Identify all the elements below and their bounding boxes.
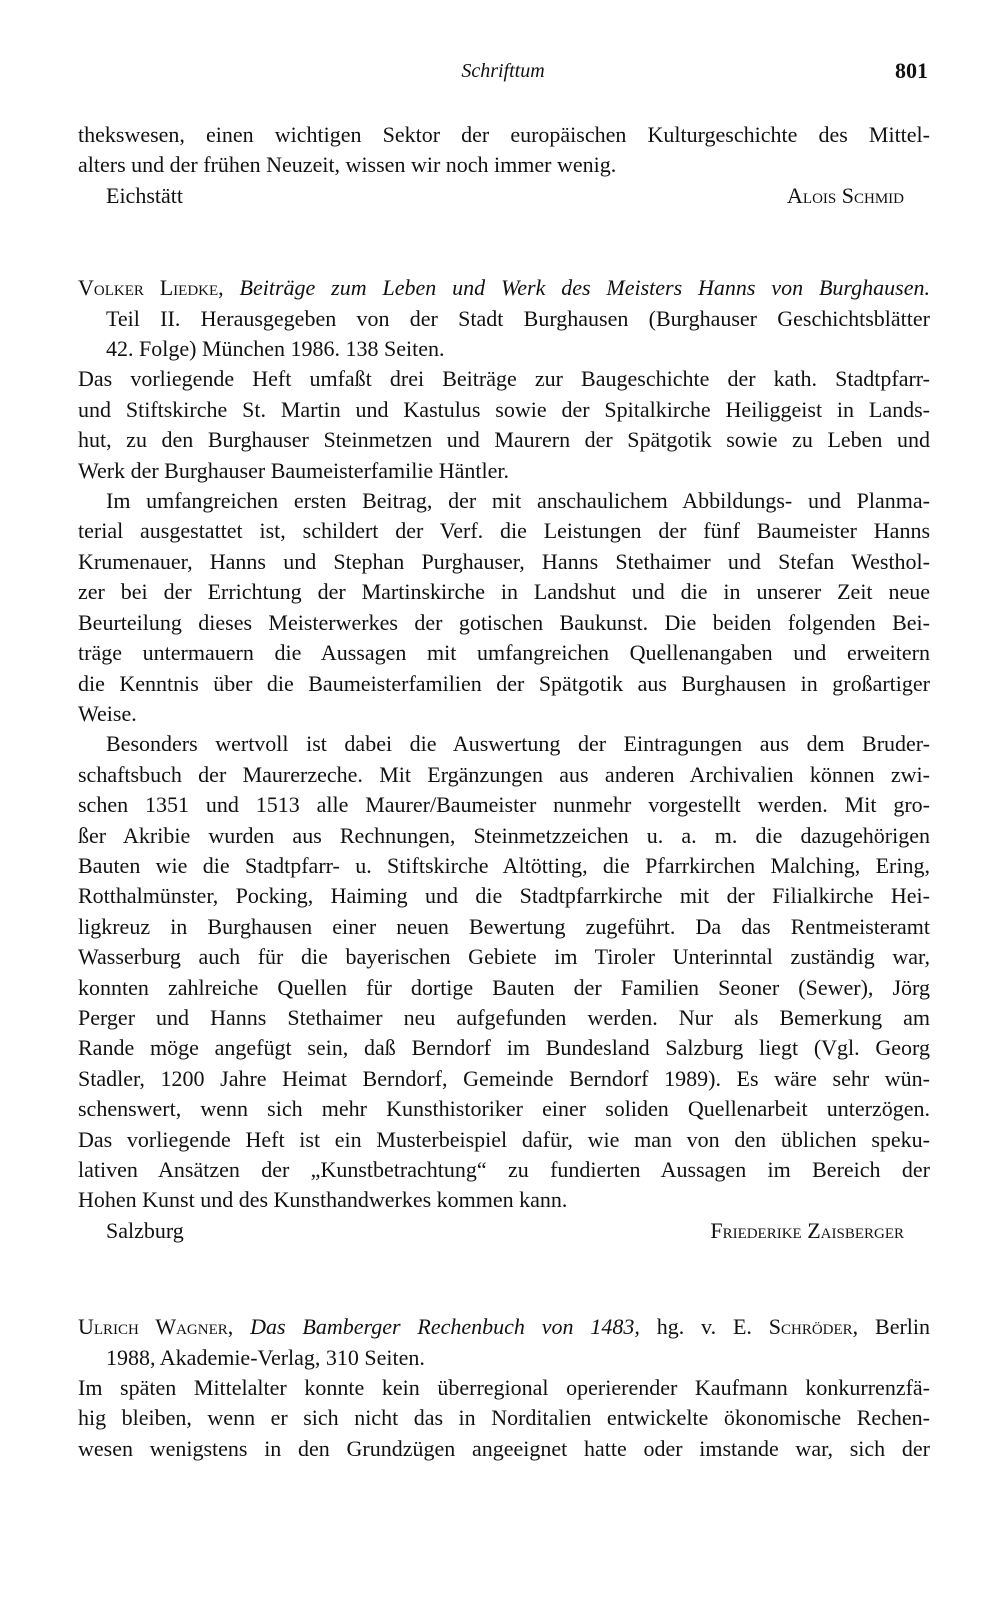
text-line: Rotthalmünster, Pocking, Haiming und die Stadtpfarrkirche mit der Filialkirche Hei- — [78, 883, 930, 909]
review-signature — [78, 181, 930, 211]
book-title: Das Bamberger Rechenbuch von 1483, — [250, 1314, 640, 1340]
text-line: konnten zahlreiche Quellen für dortige Bauten der Familien Seoner (Sewer), Jörg — [78, 974, 930, 1000]
review-signature — [78, 1216, 930, 1246]
text-line: Weise. — [78, 700, 137, 726]
text-line: hig bleiben, wenn er sich nicht das in Norditalien entwickelte ökonomische Rechen- — [78, 1405, 930, 1431]
text-line: träge untermauern die Aussagen mit umfangreichen Quellenangaben und erweitern — [78, 640, 930, 666]
paragraph — [78, 486, 930, 729]
text-line: Das vorliegende Heft ist ein Musterbeispiel dafür, wie man von den üblichen speku- — [78, 1126, 930, 1152]
paragraph — [78, 1373, 930, 1464]
text-line: wesen wenigstens in den Grundzügen angeeignet hatte oder imstande war, sich der — [78, 1435, 930, 1461]
reviewer-name: Alois Schmid — [787, 182, 904, 208]
text-line: die Kenntnis über die Baumeisterfamilien der Spätgotik aus Burghausen in großartiger — [78, 670, 930, 696]
review-1 — [78, 120, 930, 211]
paragraph — [78, 729, 930, 1216]
review-3 — [78, 1312, 930, 1464]
publisher-place: Berlin — [875, 1314, 931, 1340]
text-line: zer bei der Errichtung der Martinskirche in Landshut und die in unserer Zeit neue — [78, 579, 930, 605]
review-2 — [78, 273, 930, 1246]
text-line: Beurteilung dieses Meisterwerkes der gotischen Baukunst. Die beiden folgenden Bei- — [78, 609, 930, 635]
book-author: Ulrich Wagner, — [78, 1314, 234, 1340]
text-line: schaftsbuch der Maurerzeche. Mit Ergänzungen aus anderen Archivalien können zwi- — [78, 761, 930, 787]
review-heading — [78, 273, 930, 303]
page-number: 801 — [895, 58, 928, 83]
text-line: Wasserburg auch für die bayerischen Gebiete im Tiroler Unterinntal zuständig war, — [78, 944, 930, 970]
section-gap — [78, 211, 930, 273]
text-line: Perger und Hanns Stethaimer neu aufgefunden werden. Nur als Bemerkung am — [78, 1004, 930, 1030]
text-line: lativen Ansätzen der „Kunstbetrachtung“ zu fundierten Aussagen im Bereich der — [78, 1157, 930, 1182]
section-gap — [78, 1246, 930, 1312]
page-body — [78, 120, 930, 1464]
text-line: ßer Akribie wurden aus Rechnungen, Steinmetzzeichen u. a. m. die dazugehörigen — [78, 822, 930, 848]
text-line: alters und der frühen Neuzeit, wissen wir noch immer wenig. — [78, 152, 617, 178]
text-line: Im umfangreichen ersten Beitrag, der mit anschaulichem Abbildungs- und Planma- — [106, 488, 930, 514]
text-line: Krumenauer, Hanns und Stephan Purghauser, Hanns Stethaimer und Stefan Westhol- — [78, 548, 930, 574]
text-line: Bauten wie die Stadtpfarr- u. Stiftskirche Altötting, die Pfarrkirchen Malching, Ering, — [78, 852, 930, 878]
text-line: hut, zu den Burghauser Steinmetzen und Maurern der Spätgotik sowie zu Leben und — [78, 427, 930, 453]
text-line: und Stiftskirche St. Martin und Kastulus sowie der Spitalkirche Heiliggeist in Lands- — [78, 396, 930, 422]
text-line: Das vorliegende Heft umfaßt drei Beiträge zur Baugeschichte der kath. Stadtpfarr- — [78, 366, 930, 392]
editor-name: Schröder, — [768, 1314, 859, 1340]
text-line: terial ausgestattet ist, schildert der Verf. die Leistungen der fünf Baumeister Hanns — [78, 518, 930, 544]
text-line: 1988, Akademie-Verlag, 310 Seiten. — [106, 1344, 425, 1370]
text-line: Im späten Mittelalter konnte kein überregional operierender Kaufmann konkurrenzfä- — [78, 1375, 930, 1401]
text-line: schenswert, wenn sich mehr Kunsthistoriker einer soliden Quellenarbeit unterzögen. — [78, 1096, 930, 1122]
text-line: 42. Folge) München 1986. 138 Seiten. — [106, 336, 445, 362]
text-line: Besonders wertvoll ist dabei die Auswertung der Eintragungen aus dem Bruder- — [106, 731, 930, 757]
paragraph — [78, 364, 930, 486]
signature-place: Salzburg — [106, 1217, 184, 1243]
book-title: Beiträge zum Leben und Werk des Meisters Hanns von Burghausen. — [239, 275, 930, 301]
text-line: thekswesen, einen wichtigen Sektor der europäischen Kulturgeschichte des Mittel- — [78, 122, 930, 147]
page-header — [78, 56, 928, 92]
reviewer-name: Friederike Zaisberger — [710, 1217, 904, 1243]
text-line: ligkreuz in Burghausen einer neuen Bewertung zugeführt. Da das Rentmeisteramt — [78, 913, 930, 939]
running-title: Schrifttum — [461, 60, 545, 82]
text-line: Werk der Burghauser Baumeisterfamilie Häntler. — [78, 457, 509, 483]
editor-prefix: hg. v. E. — [656, 1314, 752, 1340]
book-author: Volker Liedke, — [78, 275, 224, 301]
text-line: Rande möge angefügt sein, daß Berndorf im Bundesland Salzburg liegt (Vgl. Georg — [78, 1035, 930, 1061]
review-heading — [78, 1312, 930, 1342]
text-line: schen 1351 und 1513 alle Maurer/Baumeister nunmehr vorgestellt werden. Mit gro- — [78, 792, 930, 818]
text-line: Hohen Kunst und des Kunsthandwerkes kommen kann. — [78, 1187, 568, 1213]
text-line: Teil II. Herausgegeben von der Stadt Burghausen (Burghauser Geschichtsblätter — [106, 305, 930, 331]
signature-place: Eichstätt — [106, 182, 183, 208]
text-line: Stadler, 1200 Jahre Heimat Berndorf, Gemeinde Berndorf 1989). Es wäre sehr wün- — [78, 1065, 930, 1091]
